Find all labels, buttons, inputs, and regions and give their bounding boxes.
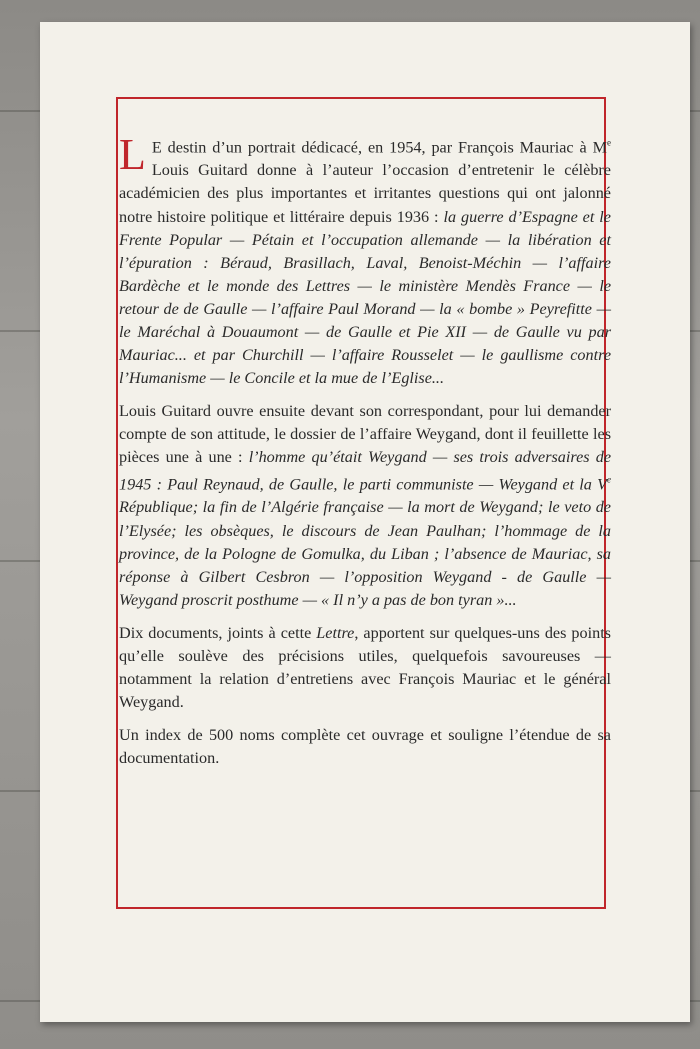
paragraph-2 [119, 400, 611, 612]
text-run: Louis Guitard donne à l’auteur l’occasion d’entretenir le célèbre académicien des plus importantes et irritantes questions qui ont jalonné notre histoire politique et littéraire depuis 1936 : [119, 161, 611, 226]
italic-text-run: l’homme qu’était Weygand — ses trois adversaires de 1945 : Paul Reynaud, de Gaulle, le parti communiste — Weygand et la V [119, 448, 612, 494]
text-run: Dix documents, joints à cette [119, 623, 317, 642]
paragraph-4 [119, 724, 611, 770]
text-run: Un index de 500 noms complète cet ouvrage et souligne l’étendue de sa documentation. [119, 725, 611, 767]
italic-text-run: République; la fin de l’Algérie française — la mort de Weygand; le veto de l’Elysée; les obsèques, le discours de Jean Paulhan; l’hommage de la province, de la Pologne de Gomulka, du Liban ; l’absence de Mauriac, sa réponse à Gilbert Cesbron — l’opposition Weygand - de Gaulle — Weygand proscrit posthume — « Il n’y a pas de bon tyran »... [119, 498, 611, 609]
paragraph-3 [119, 622, 611, 714]
text-run: E destin d’un portrait dédicacé, en 1954, par François Mauriac à M [151, 138, 607, 157]
text-run: Louis Guitard ouvre ensuite devant son correspondant, pour lui demander compte de son attitude, le dossier de l’affaire Weygand, dont il feuillette les pièces une à une : [119, 401, 611, 466]
text-run: , apportent sur quelques-uns des points qu’elle soulève des précisions utiles, quelquefois savoureuses — notamment la relation d’entretiens avec François Mauriac et le général Weygand. [119, 623, 611, 711]
superscript-run: e [607, 475, 611, 486]
italic-text-run: la guerre d’Espagne et le Frente Popular — Pétain et l’occupation allemande — la libération et l’épuration : Béraud, Brasillach, Laval, Benoist-Méchin — l’affaire Bardèche et le monde des Lettres — le ministère Mendès France — le retour de de Gaulle — l’affaire Paul Morand — la « bombe » Peyrefitte — le Maréchal à Douaumont — de Gaulle et Pie XII — de Gaulle vu par Mauriac... et par Churchill — l’affaire Rousselet — le gaullisme contre l’Humanisme — le Concile et la mue de l’Eglise... [119, 207, 611, 387]
superscript-run: e [607, 138, 611, 148]
drop-cap: L [119, 130, 146, 179]
text-run [607, 138, 611, 156]
italic-text-run: Lettre [316, 623, 355, 642]
paragraph-1 [119, 132, 611, 390]
italic-text-run [607, 475, 611, 493]
blurb-text [119, 132, 611, 780]
